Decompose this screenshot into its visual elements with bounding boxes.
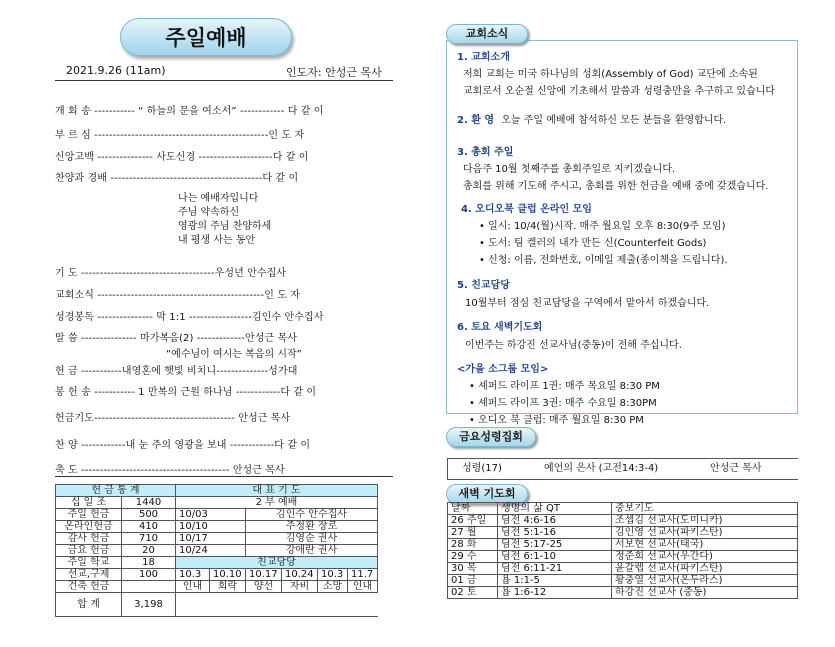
offering-label: 선교,구제: [56, 569, 122, 581]
hymn-line: 나는 예배자입니다: [178, 193, 259, 204]
offering-value: [122, 581, 176, 593]
offering-label: 주일 학교: [56, 557, 122, 569]
hymn-line: 영광의 주님 찬양하세: [178, 221, 272, 232]
fellowship-group: 양선: [246, 581, 282, 593]
offering-label: 온라인헌금: [56, 521, 122, 533]
friday-header: 금요성령집회: [446, 427, 536, 447]
news-title: 2. 환 영: [457, 115, 495, 126]
fellowship-header: 친교당당: [176, 557, 378, 569]
offering-value: 710: [122, 533, 176, 545]
friday-speaker: 안성근 목사: [710, 463, 762, 474]
news-bullet: • 신청: 이름, 전화번호, 이메일 제출(종이책을 드립니다).: [461, 251, 797, 266]
order-item: 성경봉독 --------------- 막 1:1 -----------------김인수 안수집사: [55, 312, 324, 323]
cell: 딤전 6:11-21: [498, 563, 612, 575]
news-item: [461, 200, 797, 266]
friday-row: [447, 458, 798, 480]
fellowship-date: 10.3: [318, 569, 348, 581]
news-item: [457, 111, 797, 126]
news-line: 이번주는 하강진 선교사님(중동)이 전해 주십니다.: [465, 340, 682, 351]
offering-value: 500: [122, 509, 176, 521]
col-header: 생명의 삶 QT: [498, 503, 612, 515]
offering-label: 감사 헌금: [56, 533, 122, 545]
order-item: 헌 금 -----------내영혼에 햇빛 비치니--------------성가대: [55, 366, 298, 377]
news-title: 3. 총회 주일: [457, 147, 514, 158]
news-bullet: • 오디오 북 클럽: 매주 월요일 8:30 PM: [457, 411, 797, 426]
offering-value: 410: [122, 521, 176, 533]
news-line: 저희 교회는 미국 하나님의 성회(Assembly of God) 교단에 소속된: [463, 69, 758, 80]
prayer-date: 10/03: [176, 509, 246, 521]
table-row: [448, 563, 798, 575]
news-line: 10월부터 점심 친교담당을 구역에서 맡아서 하겠습니다.: [465, 298, 710, 309]
news-title: 6. 토요 새벽기도회: [457, 322, 543, 333]
hymn-line: 내 평생 사는 동안: [178, 235, 256, 246]
order-item: 말 씀 --------------- 마가복음(2) -------------안성근 목사: [55, 333, 298, 344]
fellowship-group: 희락: [210, 581, 246, 593]
offering-header: 헌 금 통 계: [56, 485, 176, 497]
cell: 딤전 4:6-16: [498, 515, 612, 527]
friday-label: 성령(17): [462, 463, 502, 474]
fellowship-date: 10.17: [246, 569, 282, 581]
news-line: 오늘 주일 예배에 참석하신 모든 분들을 환영합니다.: [501, 115, 727, 126]
news-bullet: • 도서: 팀 켈러의 내가 만든 신(Counterfeit Gods): [461, 234, 797, 249]
news-title: 5. 친교담당: [457, 280, 510, 291]
prayer-name: 주정환 장로: [246, 521, 378, 533]
divider: [55, 80, 393, 81]
dawn-header: 새벽 기도회: [446, 484, 528, 504]
cell: 황충열 선교사(온두라스): [612, 575, 798, 587]
cell: 30 목: [448, 563, 498, 575]
fellowship-date: 10.3: [176, 569, 210, 581]
col-header: 날짜: [448, 503, 498, 515]
offering-value: 1440: [122, 497, 176, 509]
news-title: 4. 오디오북 클럽 온라인 모임: [461, 204, 592, 215]
news-bullet: • 일시: 10/4(월)시작. 매주 월요일 오후 8:30(9주 모임): [461, 217, 797, 232]
page-title: 주일예배: [120, 18, 292, 56]
hymn-lyrics: [178, 192, 271, 248]
cell: 김인영 선교사(파키스탄): [612, 527, 798, 539]
cell: 욥 1:1-5: [498, 575, 612, 587]
cell: 윤갈렙 선교사(파키스탄): [612, 563, 798, 575]
news-bullet: • 셰퍼드 라이프 3권: 매주 수요일 8:30PM: [457, 394, 797, 409]
fellowship-date: 11.7: [348, 569, 378, 581]
cell: 02 토: [448, 587, 498, 599]
table-row: [448, 527, 798, 539]
sermon-title: “예수님이 여시는 복음의 시작”: [166, 349, 302, 360]
news-item: [457, 143, 797, 192]
offering-label: 주일 헌금: [56, 509, 122, 521]
order-item: 헌금기도-------------------------------------- 안성근 목사: [55, 413, 291, 424]
cell: 28 화: [448, 539, 498, 551]
order-item: 찬 양 ------------내 눈 주의 영광을 보내 ------------다 같 이: [55, 440, 311, 451]
news-item: [457, 318, 797, 351]
table-row: [448, 539, 798, 551]
news-line: 다음주 10월 첫째주를 총회주일로 지키겠습니다.: [463, 164, 676, 175]
fellowship-group: 자비: [282, 581, 318, 593]
cell: 서보현 선교사(태국): [612, 539, 798, 551]
friday-topic: 예언의 은사 (고전14:3-4): [544, 463, 659, 474]
offering-label: 금요 헌금: [56, 545, 122, 557]
offering-value: 18: [122, 557, 176, 569]
news-header: 교회소식: [446, 24, 528, 44]
news-item: [457, 276, 797, 309]
empty-cell: [176, 593, 378, 617]
order-item: 찬양과 경배 -----------------------------------------다 같 이: [55, 173, 299, 184]
table-row: [448, 515, 798, 527]
news-line: 교회로서 오순절 신앙에 기초해서 말씀과 성령충만을 추구하고 있습니다: [463, 86, 776, 97]
offering-label: 건축 헌금: [56, 581, 122, 593]
prayer-date: 10/10: [176, 521, 246, 533]
order-item: 축 도 ---------------------------------------- 안성근 목사: [55, 465, 285, 476]
table-row: [448, 587, 798, 599]
prayer-date: 10/24: [176, 545, 246, 557]
order-item: 부 르 심 -----------------------------------------------인 도 자: [55, 130, 305, 141]
offering-total-value: 3,198: [122, 593, 176, 617]
offering-value: 100: [122, 569, 176, 581]
cell: 정준희 선교사(우간다): [612, 551, 798, 563]
order-item: 개 회 송 ----------- “ 하늘의 문을 여소서” ------------ 다 같 이: [55, 106, 324, 117]
cell: 딤전 5:1-16: [498, 527, 612, 539]
offering-table: [55, 484, 378, 617]
prayer-name: 2 부 예배: [176, 497, 378, 509]
fellowship-date: 10.24: [282, 569, 318, 581]
news-line: 총회를 위해 기도해 주시고, 총회를 위한 헌금을 예배 중에 갖겠습니다.: [463, 181, 769, 192]
cell: 조셉김 선교사(도미니카): [612, 515, 798, 527]
cell: 29 수: [448, 551, 498, 563]
offering-value: 20: [122, 545, 176, 557]
cell: 딤전 5:17-25: [498, 539, 612, 551]
cell: 27 월: [448, 527, 498, 539]
order-item: 신앙고백 --------------- 사도신경 --------------------다 같 이: [55, 152, 309, 163]
news-title: 1. 교회소개: [457, 52, 510, 63]
rep-prayer-header: 대 표 기 도: [176, 485, 378, 497]
order-item: 교회소식 ---------------------------------------------인 도 자: [55, 290, 301, 301]
table-row: [448, 575, 798, 587]
prayer-name: 강애란 권사: [246, 545, 378, 557]
news-title: <가을 소그룹 모임>: [457, 364, 549, 375]
prayer-date: 10/17: [176, 533, 246, 545]
cell: 01 금: [448, 575, 498, 587]
cell: 하강진 선교사 (중동): [612, 587, 798, 599]
order-item: 기 도 ------------------------------------우성년 안수집사: [55, 268, 287, 279]
offering-total-label: 합 계: [56, 593, 122, 617]
service-leader: 인도자: 안성근 목사: [286, 66, 382, 79]
dawn-prayer-table: [447, 502, 798, 599]
cell: 26 주일: [448, 515, 498, 527]
fellowship-group: 소망: [318, 581, 348, 593]
order-item: 봉 헌 송 ----------- 1 만복의 근원 하나님 ------------다 같 이: [55, 387, 317, 398]
table-row: [448, 551, 798, 563]
news-bullet: • 셰퍼드 라이프 1권: 매주 목요일 8:30 PM: [457, 377, 797, 392]
fellowship-group: 인내: [348, 581, 378, 593]
news-item: [457, 48, 797, 97]
prayer-name: 김영순 권사: [246, 533, 378, 545]
service-date: 2021.9.26 (11am): [66, 64, 166, 77]
cell: 욥 1:6-12: [498, 587, 612, 599]
fellowship-date: 10.10: [210, 569, 246, 581]
fellowship-group: 인내: [176, 581, 210, 593]
cell: 딤전 6:1-10: [498, 551, 612, 563]
prayer-name: 김인수 안수집사: [246, 509, 378, 521]
col-header: 중보기도: [612, 503, 798, 515]
hymn-line: 주님 약속하신: [178, 207, 240, 218]
news-item: [457, 360, 797, 426]
offering-label: 십 일 조: [56, 497, 122, 509]
divider: [55, 476, 393, 477]
